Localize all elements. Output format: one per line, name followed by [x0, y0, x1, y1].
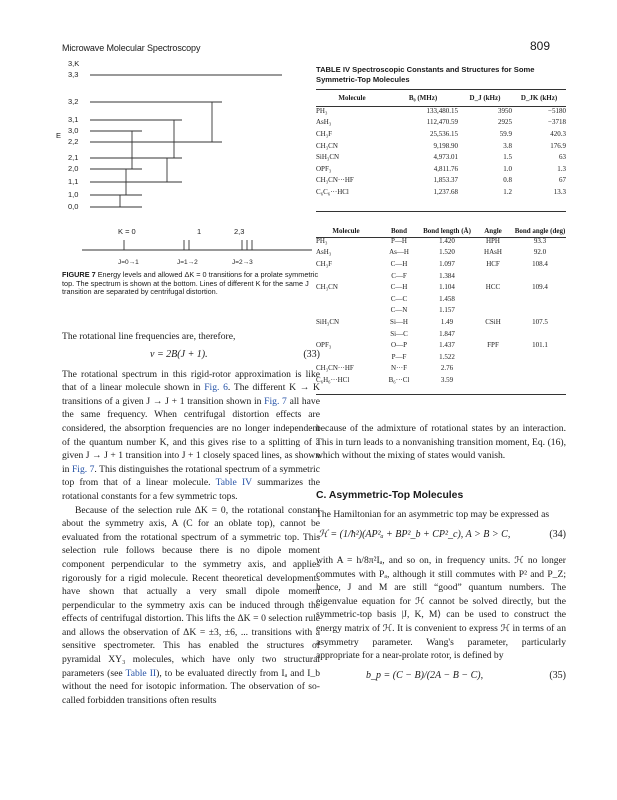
table-row: [316, 258, 566, 270]
table-row: [316, 270, 566, 282]
text-run: The rotational spectrum in this rigid-rotor approximation is like that of a linear molecule shown in: [62, 368, 320, 394]
table-cell: 1.847: [439, 329, 455, 338]
paragraph: [62, 504, 320, 708]
table-cell: P—H: [391, 236, 407, 245]
table-cell: 1.420: [439, 236, 455, 245]
table-cell: HPH: [485, 236, 500, 245]
figure-link[interactable]: Fig. 7: [71, 463, 95, 475]
table-cell: [472, 328, 514, 340]
table-cell: [472, 305, 514, 317]
page-number: 809: [530, 39, 551, 53]
column-header: Angle: [484, 227, 502, 235]
table-cell: O—P: [391, 341, 407, 350]
table-cell: [514, 293, 566, 305]
k-label: 1: [197, 227, 202, 236]
level-label: 2,2: [68, 137, 79, 146]
table-cell: 4,811.76: [433, 164, 458, 173]
table-title: TABLE IV Spectroscopic Constants and Structures for Some Symmetric-Top Molecules: [316, 65, 535, 84]
table-cell: SiH₃CN: [316, 153, 340, 162]
equation-number: (33): [303, 348, 320, 360]
left-column: [62, 330, 320, 707]
energy-axis-label: E: [56, 131, 62, 140]
table-cell: 420.3: [550, 129, 566, 138]
table-cell: FPF: [487, 341, 499, 350]
table-cell: [514, 328, 566, 340]
column-header: D_JK (kHz): [520, 94, 558, 102]
energy-level-figure: [56, 52, 322, 266]
table-cell: [514, 363, 566, 375]
table-cell: 1.3: [557, 164, 566, 173]
table-cell: [514, 305, 566, 317]
column-header: Bond angle (deg): [514, 227, 566, 235]
table-cell: 1.2: [503, 187, 512, 196]
equation-34: [316, 528, 566, 546]
table-cell: Si—H: [390, 317, 408, 326]
table-cell: 1.437: [439, 341, 455, 350]
table-cell: 4,973.01: [433, 153, 458, 162]
figure-link[interactable]: Fig. 7: [264, 395, 287, 407]
table-cell: C—H: [390, 259, 408, 268]
column-header: Bond length (Å): [423, 227, 471, 235]
table-cell: 3.59: [440, 375, 454, 384]
table-link[interactable]: Table II: [125, 667, 157, 679]
table-cell: 63: [559, 153, 566, 162]
k-label: K = 0: [118, 227, 136, 236]
table-cell: CH₃CN···HF: [316, 176, 354, 185]
transition-label: J=0→1: [118, 259, 139, 266]
table-cell: OPF₃: [316, 341, 332, 350]
table-cell: 1.49: [440, 317, 454, 326]
table-cell: CH₃F: [316, 259, 333, 268]
table-row: [316, 186, 566, 198]
table-cell: [472, 374, 514, 386]
structures-table: [316, 213, 566, 386]
table-cell: CH₃CN: [316, 141, 338, 150]
table-cell: 1,853.37: [433, 176, 458, 185]
table-cell: [472, 293, 514, 305]
table-cell: 1.5: [503, 153, 512, 162]
table-cell: C₆C₆···HCl: [316, 187, 349, 196]
table-cell: HCF: [486, 259, 500, 268]
table-cell: 107.5: [532, 317, 548, 326]
text-run: summarizes the rotational constants for a few symmetric tops.: [62, 477, 320, 502]
table-cell: 93.3: [533, 236, 547, 245]
table-cell: PH₃: [316, 106, 328, 115]
table-cell: 0.8: [503, 176, 512, 185]
intro-text: The rotational line frequencies are, therefore,: [62, 331, 236, 342]
table-cell: CH₃CN···HF: [316, 364, 354, 373]
level-label: 3,2: [68, 97, 79, 106]
table-cell: AsH₃: [316, 248, 332, 257]
table-cell: 13.3: [553, 187, 566, 196]
level-label: 2,0: [68, 164, 79, 173]
level-label: 1,0: [68, 190, 79, 199]
table-cell: 112,470.59: [426, 118, 458, 127]
table-cell: [472, 351, 514, 363]
table-cell: OPF₃: [316, 164, 332, 173]
transition-label: J=2→3: [232, 259, 253, 266]
level-label: 3,3: [68, 70, 79, 79]
table-cell: [316, 270, 376, 282]
level-label: 3,1: [68, 115, 79, 124]
paragraph: [62, 368, 320, 504]
paragraph: with A = h/8π²Iₐ, and so on, in frequency units. ℋ no longer commutes with Pₐ, although it still commutes with P² and P_Z; hence, J and M are still “good” quantum numbers. The eigenvalue equation for ℋ cannot be solved directly, but the symmetric-top basis |J, K, M⟩ can be used to construct the energy matrix of ℋ. It is convenient to express ℋ in terms of an asymmetry parameter. Wang's parameter, particularly appropriate for a near-prolate rotor, is defined by: [316, 554, 566, 662]
table-cell: 9,198.90: [433, 141, 458, 150]
right-column: [316, 422, 566, 685]
table-cell: C₆H₆···HCl: [316, 375, 350, 384]
table-cell: 1.157: [439, 306, 455, 315]
equation-text: b_p = (C − B)/(2A − B − C),: [366, 669, 484, 681]
table-row: [316, 363, 566, 375]
equation-number: (35): [549, 669, 566, 681]
table-row: [316, 281, 566, 293]
table-cell: C—H: [390, 283, 408, 292]
table-row: [316, 117, 566, 129]
running-header: Microwave Molecular Spectroscopy: [62, 43, 201, 53]
table-cell: [316, 351, 376, 363]
table-cell: P—F: [391, 352, 407, 361]
table-cell: CH₃F: [316, 129, 333, 138]
equation-35: [316, 669, 566, 685]
table-cell: PH₃: [316, 236, 328, 245]
table-cell: 1.384: [439, 271, 455, 280]
column-header: Bond: [391, 227, 407, 235]
column-header: B₀ (MHz): [408, 94, 438, 102]
table-cell: −5180: [548, 106, 566, 115]
text-run: . This distinguishes the rotational spectrum of a symmetric top from that of a linear molecule.: [62, 463, 320, 489]
table-cell: HCC: [485, 283, 501, 292]
table-rule: [316, 89, 566, 90]
table-cell: C—C: [390, 294, 408, 303]
table-cell: [472, 363, 514, 375]
table-row: [316, 128, 566, 140]
table-cell: [472, 270, 514, 282]
table-cell: C—N: [390, 306, 408, 315]
table-cell: CH₃CN: [316, 283, 338, 292]
table-cell: 1.458: [439, 294, 455, 303]
text-run: all have the same frequency. When centrifugal distortion effects are considered, the absorption frequencies are no longer independent of the quantum number K, and this gives rise to a splitting of a given J → J + 1 transition into J + 1 closely spaced lines, as shown in: [62, 395, 320, 475]
section-heading: C. Asymmetric-Top Molecules: [316, 489, 464, 501]
table-cell: 2.76: [440, 364, 454, 373]
equation-text: ℋ = (1/ħ²)(AP²ₐ + BP²_b + CP²_c), A > B > C,: [318, 528, 511, 540]
table-cell: As—H: [389, 248, 409, 257]
column-header: D_J (kHz): [469, 94, 501, 102]
table-row: [316, 151, 566, 163]
table-cell: 3950: [498, 106, 512, 115]
table-cell: C—F: [391, 271, 407, 280]
caption-label: FIGURE 7: [62, 270, 96, 279]
table-cell: 2925: [498, 118, 512, 127]
paragraph: because of the admixture of rotational states by an interaction. This in turn leads to a nonvanishing transition moment, Eq. (16), which without the mixing of states would vanish.: [316, 423, 566, 462]
figure-caption: [62, 271, 320, 297]
table-cell: 1.520: [439, 248, 455, 257]
table-row: [316, 175, 566, 187]
caption-text: Energy levels and allowed ΔK = 0 transitions for a prolate symmetric top. The spectrum is shown at the bottom. Lines of different K for the same J transition are separated by centrifugal distortion.: [62, 270, 319, 297]
table-rule: [316, 394, 566, 395]
level-label: 3,0: [68, 126, 79, 135]
table-rule: [316, 211, 566, 212]
table-cell: SiH₃CN: [316, 317, 340, 326]
table-row: [316, 351, 566, 363]
equation-text: ν = 2B(J + 1).: [150, 348, 208, 360]
column-header: Molecule: [338, 94, 366, 102]
table-cell: Si—C: [390, 329, 408, 338]
table-rule: [316, 237, 566, 238]
table-cell: 67: [559, 176, 566, 185]
table-cell: AsH₃: [316, 118, 332, 127]
table-cell: N···F: [391, 364, 407, 373]
table-cell: B₆···Cl: [388, 375, 410, 384]
text-run: Because of the selection rule ΔK = 0, the rotational constant about the symmetry axis, A (C for an oblate top), cannot be evaluated from the rotational spectrum of a symmetric top. This selection rule follows because there is no dipole moment component perpendicular to the symmetry axis, and applies rigorously for a rigid molecule. Recent theoretical developments have shown that actually a very small dipole moment perpendicular to the symmetry axis can be induced through the effects of centrifugal distortion. This lifts the ΔK = 0 selection rule and allows the observation of ΔK = ±3, ±6, ... transitions with a sensitive spectrometer. This has enabled the structures of pyramidal XY₃ molecules, which have only two structural parameters (see: [62, 504, 320, 679]
table-cell: CSiH: [485, 317, 501, 326]
transition-label: J=1→2: [177, 259, 198, 266]
table-row: [316, 316, 566, 328]
table-cell: [514, 351, 566, 363]
table-row: [316, 247, 566, 259]
table-cell: HAsH: [484, 248, 502, 257]
table-cell: [316, 293, 376, 305]
level-label: 2,1: [68, 153, 79, 162]
equation-33: [62, 348, 320, 364]
table-cell: 133,480.15: [426, 106, 458, 115]
table-cell: 1.104: [439, 283, 455, 292]
constants-table: [316, 91, 566, 198]
text-run: . The different K → K transitions of a given J → J + 1 transition shown in: [62, 382, 320, 407]
paragraph: The Hamiltonian for an asymmetric top may be expressed as: [316, 509, 550, 521]
table-row: [316, 140, 566, 152]
table-row: [316, 305, 566, 317]
text-run: ), to be evaluated directly from Iₐ and I_b without the need for isotopic information. The observation of so-called forbidden transitions often results: [62, 667, 320, 706]
table-cell: 176.9: [550, 141, 566, 150]
figure-link[interactable]: Fig. 6: [204, 382, 228, 394]
level-label: 3,K: [68, 59, 80, 68]
table-row: [316, 328, 566, 340]
k-label: 2,3: [234, 227, 245, 236]
table-cell: 25,536.15: [430, 129, 458, 138]
table-cell: 3.8: [503, 141, 512, 150]
table-row: [316, 339, 566, 351]
table-cell: 108.4: [532, 259, 548, 268]
table-cell: 1.0: [503, 164, 512, 173]
table-cell: 1,237.68: [433, 187, 458, 196]
table-cell: [316, 305, 376, 317]
table-cell: 101.1: [532, 341, 548, 350]
table-cell: 92.0: [533, 248, 547, 257]
table-cell: [316, 328, 376, 340]
column-header: Molecule: [332, 227, 360, 235]
table-row: [316, 374, 566, 386]
table-cell: −3718: [548, 118, 566, 127]
table-rule: [316, 106, 566, 107]
table-cell: 59.9: [499, 129, 512, 138]
equation-number: (34): [549, 528, 566, 540]
table-link[interactable]: Table IV: [215, 477, 252, 489]
table-cell: 1.522: [439, 352, 455, 361]
level-label: 0,0: [68, 202, 79, 211]
table-cell: [514, 270, 566, 282]
table-cell: 1.097: [439, 259, 455, 268]
table-cell: [514, 374, 566, 386]
table-row: [316, 163, 566, 175]
level-label: 1,1: [68, 177, 79, 186]
table-row: [316, 293, 566, 305]
table-cell: 109.4: [532, 283, 548, 292]
